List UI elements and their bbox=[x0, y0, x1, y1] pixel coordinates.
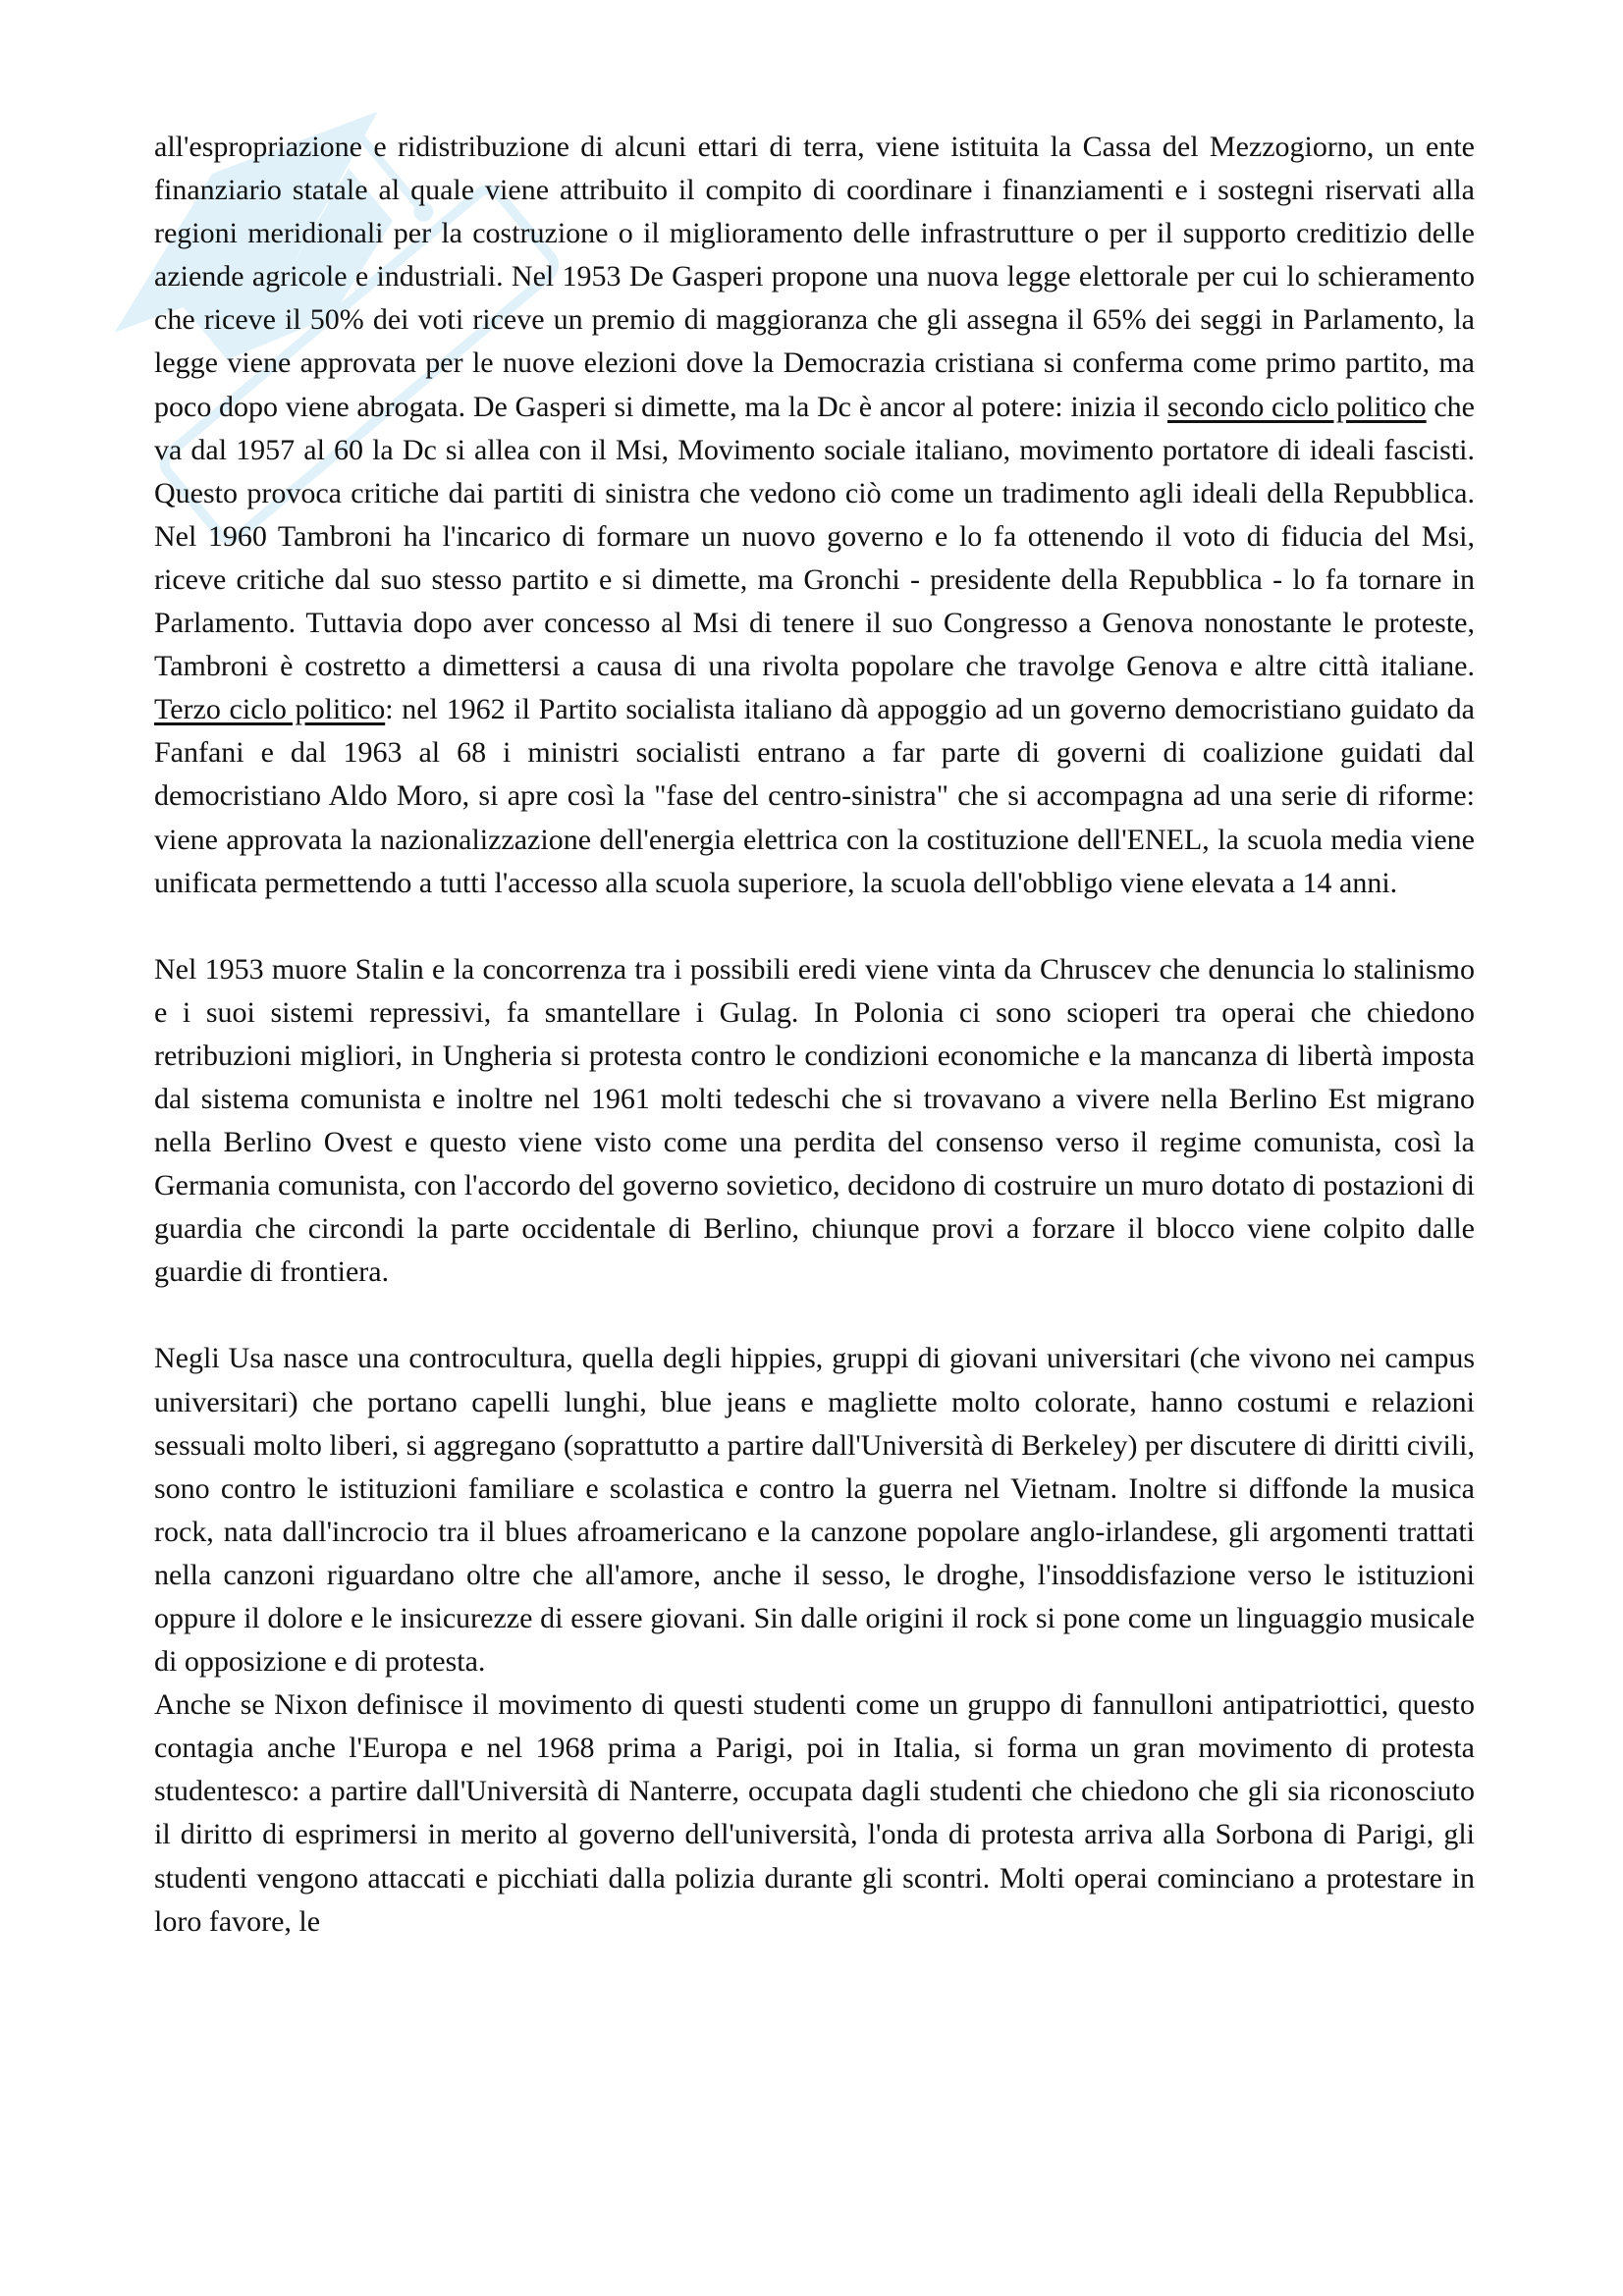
paragraph-4: Anche se Nixon definisce il movimento di questi studenti come un gruppo di fannulloni antipatriottici, questo contagia anche l'Europa e nel 1968 prima a Parigi, poi in Italia, si forma un gran movimento di protesta studentesco: a partire dall'Università di Nanterre, occupata dagli studenti che chiedono che gli sia riconosciuto il diritto di esprimersi in merito al governo dell'università, l'onda di protesta arriva alla Sorbona di Parigi, gli studenti vengono attaccati e picchiati dalla polizia durante gli scontri. Molti operai cominciano a protestare in loro favore, le bbox=[154, 1688, 1475, 1938]
paragraph-3: Negli Usa nasce una controcultura, quella degli hippies, gruppi di giovani universitari (che vivono nei campus universitari) che portano capelli lunghi, blue jeans e magliette molto colorate, hanno costumi e relazioni sessuali molto liberi, si aggregano (soprattutto a partire dall'Università di Berkeley) per discutere di diritti civili, sono contro le istituzioni familiare e scolastica e contro la guerra nel Vietnam. Inoltre si diffonde la musica rock, nata dall'incrocio tra il blues afroamericano e la canzone popolare anglo-irlandese, gli argomenti trattati nella canzoni riguardano oltre che all'amore, anche il sesso, le droghe, l'insoddisfazione verso le istituzioni oppure il dolore e le insicurezze di essere giovani. Sin dalle origini il rock si pone come un linguaggio musicale di opposizione e di protesta. bbox=[154, 1342, 1475, 1679]
underlined-term-terzo-ciclo-politico: Terzo ciclo politico bbox=[154, 693, 386, 726]
paragraph-2: Nel 1953 muore Stalin e la concorrenza tra i possibili eredi viene vinta da Chruscev che denuncia lo stalinismo e i suoi sistemi repressivi, fa smantellare i Gulag. In Polonia ci sono scioperi tra operai che chiedono retribuzioni migliori, in Ungheria si protesta contro le condizioni economiche e la mancanza di libertà imposta dal sistema comunista e inoltre nel 1961 molti tedeschi che si trovavano a vivere nella Berlino Est migrano nella Berlino Ovest e questo viene visto come una perdita del consenso verso il regime comunista, così la Germania comunista, con l'accordo del governo sovietico, decidono di costruire un muro dotato di postazioni di guardia che circondi la parte occidentale di Berlino, chiunque provi a forzare il blocco viene colpito dalle guardie di frontiera. bbox=[154, 952, 1475, 1289]
paragraph-1-run-1: all'espropriazione e ridistribuzione di alcuni ettari di terra, viene istituita la Cassa del Mezzogiorno, un ente finanziario statale al quale viene attribuito il compito di coordinare i finanziamenti e i sostegni riservati alla regioni meridionali per la costruzione o il miglioramento delle infrastrutture o per il supporto creditizio delle aziende agricole e industriali. Nel 1953 De Gasperi propone una nuova legge elettorale per cui lo schieramento che riceve il 50% dei voti riceve un premio di maggioranza che gli assegna il 65% dei seggi in Parlamento, la legge viene approvata per le nuove elezioni dove la Democrazia cristiana si conferma come primo partito, ma poco dopo viene abrogata. De Gasperi si dimette, ma la Dc è ancor al potere: inizia il bbox=[154, 131, 1475, 423]
underlined-term-secondo-ciclo-politico: secondo ciclo politico bbox=[1167, 390, 1427, 423]
paragraph-1-run-3: che va dal 1957 al 60 la Dc si allea con il Msi, Movimento sociale italiano, movimento portatore di ideali fascisti. Questo provoca critiche dai partiti di sinistra che vedono ciò come un tradimento agli ideali della Repubblica. Nel 1960 Tambroni ha l'incarico di formare un nuovo governo e lo fa ottenendo il voto di fiducia del Msi, riceve critiche dal suo stesso partito e si dimette, ma Gronchi - presidente della Repubblica - lo fa tornare in Parlamento. Tuttavia dopo aver concesso al Msi di tenere il suo Congresso a Genova nonostante le proteste, Tambroni è costretto a dimettersi a causa di una rivolta popolare che travolge Genova e altre città italiane. bbox=[154, 390, 1475, 683]
paragraph-1 bbox=[154, 126, 1475, 905]
document-body bbox=[154, 126, 1475, 1944]
paragraph-1-run-5: : nel 1962 il Partito socialista italiano dà appoggio ad un governo democristiano guidato da Fanfani e dal 1963 al 68 i ministri socialisti entrano a far parte di governi di coalizione guidati dal democristiano Aldo Moro, si apre così la "fase del centro-sinistra" che si accompagna ad una serie di riforme: viene approvata la nazionalizzazione dell'energia elettrica con la costituzione dell'ENEL, la scuola media viene unificata permettendo a tutti l'accesso alla scuola superiore, la scuola dell'obbligo viene elevata a 14 anni. bbox=[154, 693, 1475, 899]
